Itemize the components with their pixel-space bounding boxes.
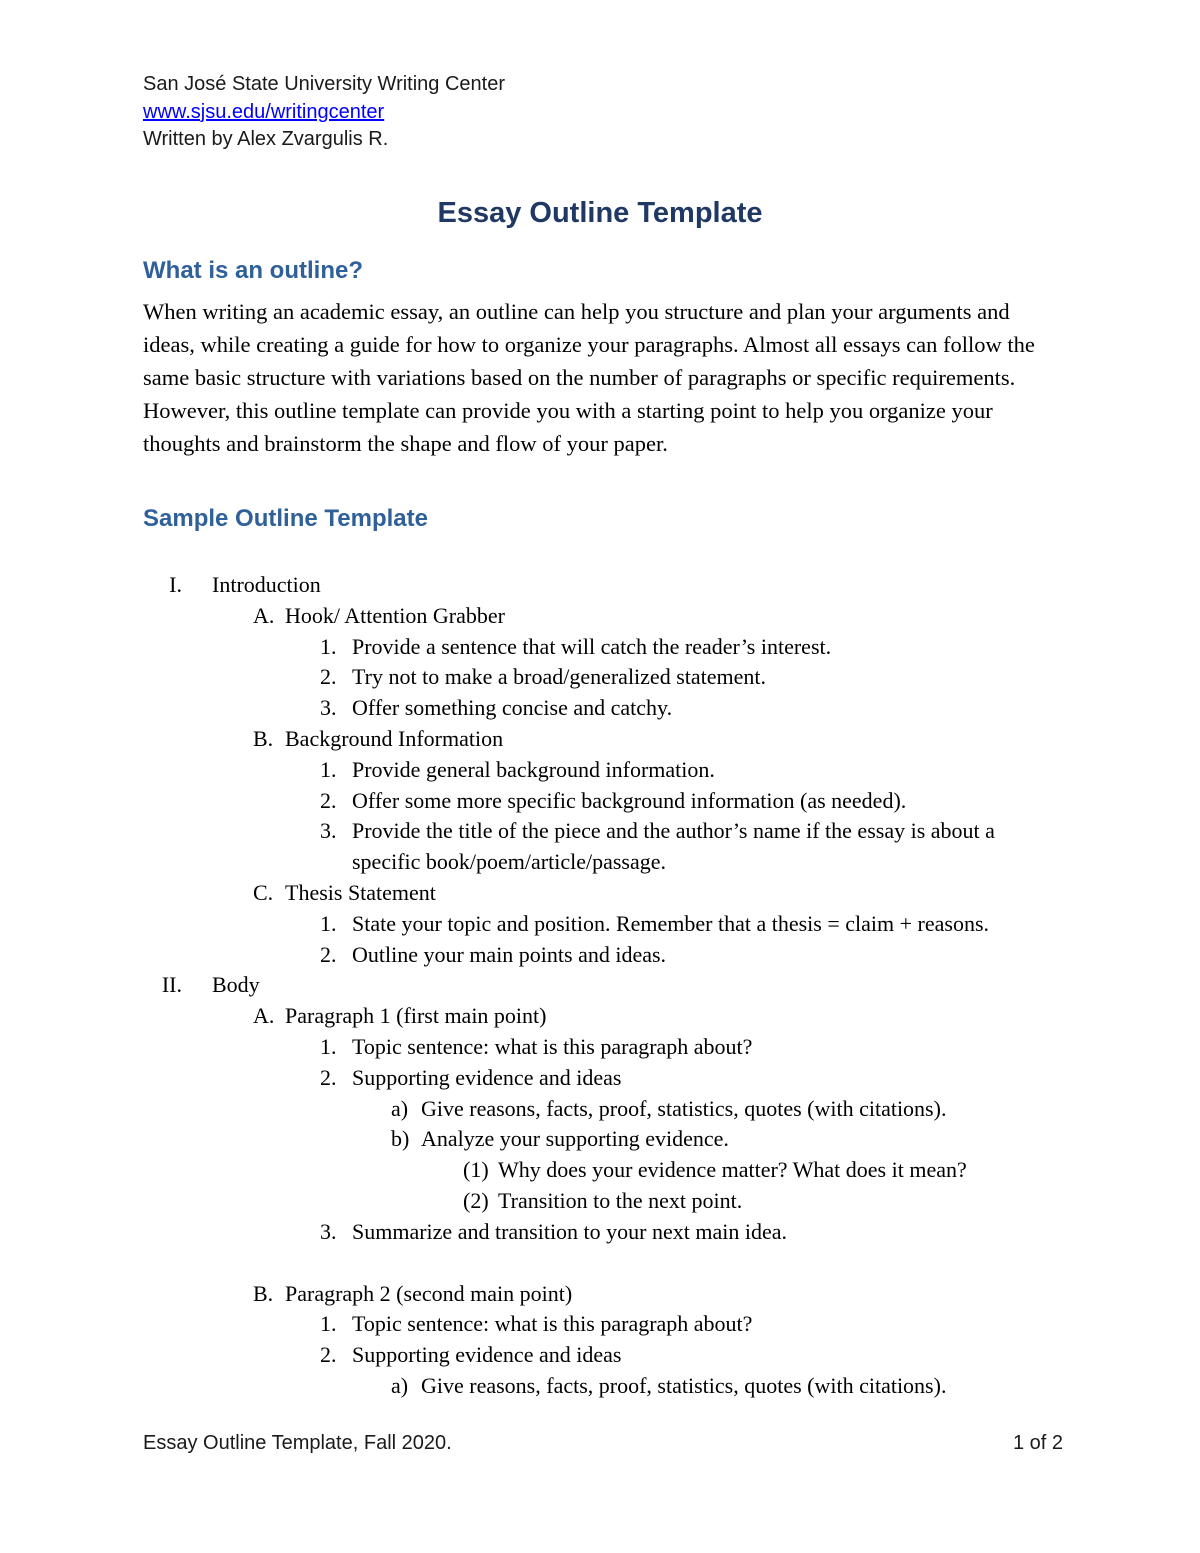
outline-item-text: Give reasons, facts, proof, statistics, quotes (with citations). — [421, 1372, 947, 1398]
outline-item-text: Background Information — [285, 725, 504, 751]
outline-list — [143, 570, 1063, 1402]
outline-item — [143, 1094, 1063, 1125]
outline-item — [143, 970, 1063, 1001]
outline-item-marker: II. — [161, 972, 182, 998]
document-header — [143, 71, 1063, 154]
writingcenter-link[interactable]: www.sjsu.edu/writingcenter — [143, 100, 385, 123]
outline-item-marker: I. — [169, 572, 182, 597]
outline-item — [143, 1371, 1063, 1402]
outline-item-text: State your topic and position. Remember that a thesis = claim + reasons. — [352, 910, 990, 936]
outline-item — [143, 816, 1063, 878]
outline-item-marker: 1. — [320, 1311, 337, 1337]
outline-item — [143, 1217, 1063, 1248]
footer-title: Essay Outline Template, Fall 2020. — [143, 1432, 452, 1454]
outline-item — [143, 1340, 1063, 1371]
outline-item-marker: a) — [391, 1372, 409, 1398]
outline-item-marker: 3. — [320, 1218, 337, 1244]
page-title: Essay Outline Template — [437, 197, 763, 229]
outline-item-marker: 2. — [320, 1064, 337, 1090]
outline-item — [143, 1032, 1063, 1063]
outline-item-text: Paragraph 1 (first main point) — [285, 1003, 547, 1029]
outline-item-text: Offer something concise and catchy. — [352, 695, 673, 721]
header-link-line — [143, 99, 1063, 127]
outline-item-marker: (1) — [463, 1157, 489, 1183]
outline-item-marker: 3. — [320, 818, 337, 844]
outline-item-text: Supporting evidence and ideas — [352, 1064, 622, 1090]
outline-item — [143, 1124, 1063, 1155]
outline-item-marker: 2. — [320, 787, 337, 813]
outline-item — [143, 940, 1063, 971]
outline-item-marker: A. — [253, 602, 275, 628]
outline-item-text: Try not to make a broad/generalized statement. — [352, 664, 767, 690]
outline-item-text: Thesis Statement — [285, 879, 436, 905]
outline-item-text: Analyze your supporting evidence. — [421, 1126, 729, 1152]
outline-item-text: Provide the title of the piece and the author’s name if the essay is about a specific book/poem/article/passage. — [352, 818, 995, 875]
outline-item-marker: 2. — [320, 664, 337, 690]
outline-item-marker: 1. — [320, 1033, 337, 1059]
outline-item-text: Topic sentence: what is this paragraph about? — [352, 1311, 753, 1337]
outline-item-marker: 2. — [320, 1342, 337, 1368]
outline-item-marker: B. — [253, 1280, 274, 1306]
outline-item — [143, 1001, 1063, 1032]
outline-item — [143, 662, 1063, 693]
outline-item — [143, 1063, 1063, 1094]
outline-item-marker: B. — [253, 725, 274, 751]
outline-item-text: Hook/ Attention Grabber — [285, 602, 505, 628]
outline-item-marker: 1. — [320, 910, 337, 936]
outline-item-text: Offer some more specific background information (as needed). — [352, 787, 907, 813]
outline-item — [143, 786, 1063, 817]
outline-item-text: Summarize and transition to your next main idea. — [352, 1218, 788, 1244]
outline-item-marker: A. — [253, 1003, 275, 1029]
outline-item-text: Paragraph 2 (second main point) — [285, 1280, 573, 1306]
document-footer — [143, 1430, 1063, 1457]
outline-item-text: Topic sentence: what is this paragraph about? — [352, 1033, 753, 1059]
footer-page-number: 1 of 2 — [1012, 1432, 1063, 1454]
outline-item-text: Provide a sentence that will catch the reader’s interest. — [352, 633, 832, 659]
outline-item-text: Give reasons, facts, proof, statistics, quotes (with citations). — [421, 1095, 947, 1121]
outline-item-text: Why does your evidence matter? What does it mean? — [498, 1157, 967, 1183]
outline-item — [143, 909, 1063, 940]
outline-item — [143, 1309, 1063, 1340]
outline-section-heading: Sample Outline Template — [143, 505, 428, 532]
outline-item-text: Supporting evidence and ideas — [352, 1342, 622, 1368]
outline-item-marker: 1. — [320, 756, 337, 782]
outline-item-marker: 1. — [320, 633, 337, 659]
outline-item — [143, 878, 1063, 909]
outline-item — [143, 724, 1063, 755]
outline-item — [143, 693, 1063, 724]
outline-item — [143, 601, 1063, 632]
outline-item-marker: C. — [253, 879, 274, 905]
outline-item — [143, 1155, 1063, 1186]
intro-paragraph: When writing an academic essay, an outline can help you structure and plan your arguments and ideas, while creating a guide for how to organize your paragraphs. Almost all essays can follow the same basic structure with variations based on the number of paragraphs or specific requirements. However, this outline template can provide you with a starting point to help you organize your thoughts and brainstorm the shape and flow of your paper. — [143, 299, 1035, 456]
outline-item-marker: 3. — [320, 695, 337, 721]
outline-item-text: Provide general background information. — [352, 756, 715, 782]
outline-item-text: Body — [212, 972, 260, 998]
outline-item-text: Transition to the next point. — [498, 1187, 743, 1213]
outline-item — [143, 570, 1063, 601]
outline-item-text: Introduction — [212, 572, 321, 597]
outline-item — [143, 1186, 1063, 1217]
header-byline: Written by Alex Zvargulis R. — [143, 128, 389, 150]
outline-item-text: Outline your main points and ideas. — [352, 941, 667, 967]
outline-item — [143, 755, 1063, 786]
intro-section-heading: What is an outline? — [143, 257, 363, 284]
outline-item-marker: b) — [391, 1126, 410, 1152]
outline-item-marker: (2) — [463, 1187, 489, 1213]
outline-item — [143, 632, 1063, 663]
header-org-line: San José State University Writing Center — [143, 73, 506, 95]
outline-item-marker: 2. — [320, 941, 337, 967]
outline-item-marker: a) — [391, 1095, 409, 1121]
outline-item — [143, 1279, 1063, 1310]
